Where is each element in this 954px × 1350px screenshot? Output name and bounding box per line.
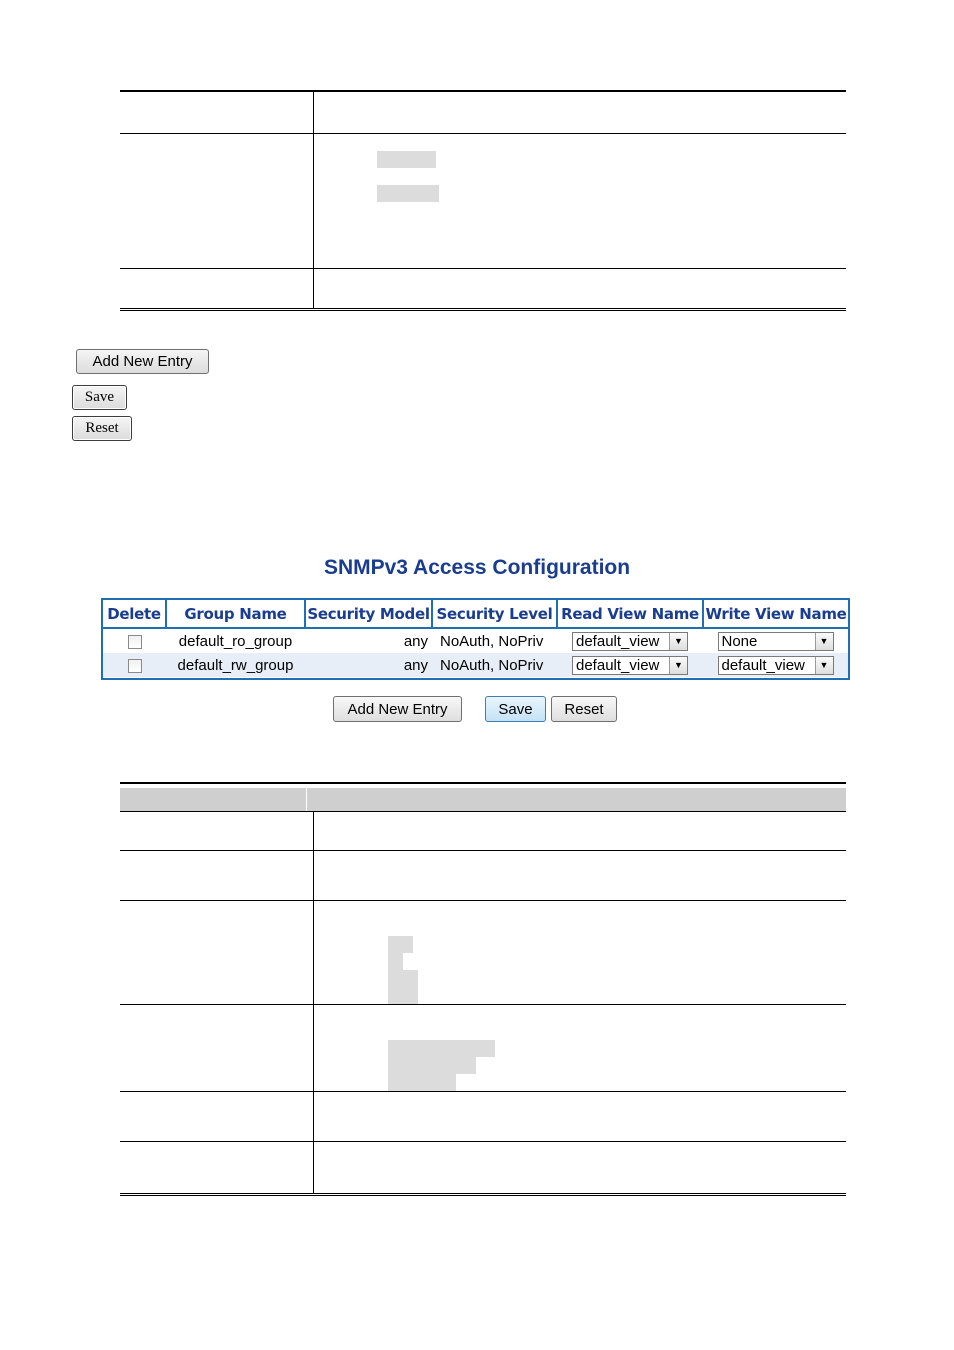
redacted-block	[388, 1074, 456, 1091]
write-view-select[interactable]	[718, 656, 834, 675]
column-divider	[313, 811, 314, 1193]
redacted-block	[377, 185, 439, 202]
page-title: SNMPv3 Access Configuration	[323, 556, 631, 579]
reset-button[interactable]: Reset	[72, 416, 132, 441]
table-row	[103, 628, 848, 653]
read-view-select[interactable]	[572, 656, 688, 675]
column-header-group-name: Group Name	[166, 600, 305, 628]
reset-button[interactable]: Reset	[551, 696, 617, 722]
redacted-block	[388, 1040, 495, 1057]
add-new-entry-button[interactable]: Add New Entry	[76, 349, 209, 374]
read-view-value: default_view	[576, 632, 660, 650]
column-header-security-model: Security Model	[305, 600, 432, 628]
parameter-table-bottom	[120, 782, 846, 1196]
security-level-cell: NoAuth, NoPriv	[432, 628, 557, 653]
security-model-cell: any	[305, 628, 432, 653]
read-view-select[interactable]	[572, 632, 688, 651]
row-divider	[120, 1091, 846, 1092]
header-divider	[306, 788, 307, 811]
row-divider	[120, 1141, 846, 1142]
row-divider	[120, 900, 846, 901]
dropdown-arrow-icon[interactable]: ▼	[669, 657, 687, 674]
save-button[interactable]: Save	[72, 385, 127, 410]
snmpv3-access-table	[101, 598, 850, 680]
table-header-row	[103, 600, 848, 628]
column-header-delete: Delete	[103, 600, 166, 628]
table-row	[103, 653, 848, 677]
column-header-read-view-name: Read View Name	[557, 600, 703, 628]
read-view-value: default_view	[576, 656, 660, 674]
group-name-cell: default_rw_group	[166, 653, 305, 677]
row-divider	[120, 850, 846, 851]
write-view-value: default_view	[721, 656, 805, 674]
delete-checkbox[interactable]	[128, 659, 142, 673]
security-level-cell: NoAuth, NoPriv	[432, 653, 557, 677]
security-model-cell: any	[305, 653, 432, 677]
column-header-write-view-name: Write View Name	[703, 600, 848, 628]
redacted-block	[388, 936, 413, 953]
dropdown-arrow-icon[interactable]: ▼	[815, 657, 833, 674]
parameter-table-top	[120, 90, 846, 311]
row-divider	[120, 133, 846, 134]
redacted-block	[388, 953, 403, 970]
add-new-entry-button[interactable]: Add New Entry	[333, 696, 462, 722]
redacted-block	[388, 1057, 476, 1074]
dropdown-arrow-icon[interactable]: ▼	[815, 633, 833, 650]
redacted-block	[388, 970, 418, 1004]
delete-checkbox[interactable]	[128, 635, 142, 649]
row-divider	[120, 1004, 846, 1005]
dropdown-arrow-icon[interactable]: ▼	[669, 633, 687, 650]
row-divider	[120, 268, 846, 269]
group-name-cell: default_ro_group	[166, 628, 305, 653]
column-divider	[313, 92, 314, 308]
write-view-select[interactable]	[718, 632, 834, 651]
row-divider	[120, 811, 846, 812]
column-header-security-level: Security Level	[432, 600, 557, 628]
save-button[interactable]: Save	[485, 696, 546, 722]
table-header-band	[120, 788, 846, 811]
redacted-block	[377, 151, 436, 168]
write-view-value: None	[721, 632, 758, 650]
